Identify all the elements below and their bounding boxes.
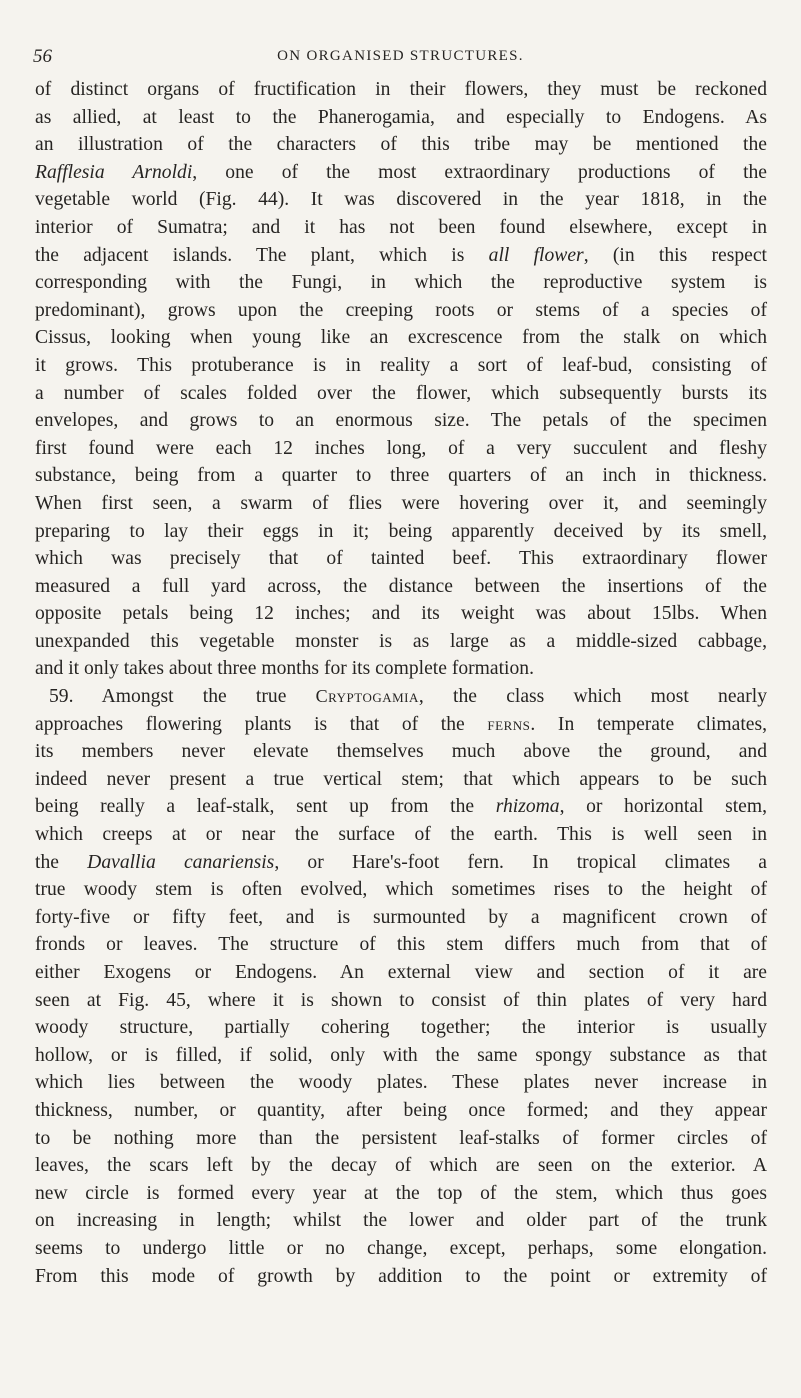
- text-line: [35, 738, 767, 766]
- text-segment: When first seen, a swarm of flies were hovering over it, and seemingly: [35, 492, 767, 514]
- text-segment: From this mode of growth by addition to the point or extremity of: [35, 1265, 767, 1287]
- small-caps-text: Cryptogamia: [315, 686, 419, 707]
- body-text: [35, 76, 767, 1290]
- text-line: [35, 987, 767, 1015]
- text-segment: which was precisely that of tainted beef. This extraordinary flower: [35, 548, 767, 570]
- page-header: [33, 46, 768, 68]
- text-line: [35, 849, 767, 877]
- text-line: [35, 462, 767, 490]
- text-segment: , one of the most extraordinary productions of the: [192, 161, 768, 183]
- text-segment: hollow, or is filled, if solid, only with the same spongy substance as that: [35, 1044, 767, 1066]
- text-segment: , (in this respect: [583, 244, 767, 266]
- text-line: [35, 214, 767, 242]
- text-segment: , or horizontal stem,: [559, 796, 767, 818]
- text-line: [35, 1180, 767, 1208]
- text-segment: approaches flowering plants is that of the: [35, 713, 488, 735]
- text-line: [35, 76, 767, 104]
- text-line: [35, 1263, 767, 1291]
- text-segment: measured a full yard across, the distance between the insertions of the: [35, 575, 767, 597]
- text-line: [35, 1235, 767, 1263]
- text-segment: vegetable world (Fig. 44). It was discovered in the year 1818, in the: [35, 189, 767, 211]
- text-segment: forty-five or fifty feet, and is surmounted by a magnificent crown of: [35, 906, 767, 928]
- text-line: [35, 711, 767, 739]
- text-line: [35, 683, 767, 711]
- text-line: [35, 1042, 767, 1070]
- text-segment: preparing to lay their eggs in it; being apparently deceived by its smell,: [35, 520, 767, 542]
- text-segment: leaves, the scars left by the decay of which are seen on the exterior. A: [35, 1155, 767, 1177]
- text-segment: to be nothing more than the persistent leaf-stalks of former circles of: [35, 1127, 767, 1149]
- text-segment: seen at Fig. 45, where it is shown to consist of thin plates of very hard: [35, 989, 767, 1011]
- text-segment: which lies between the woody plates. These plates never increase in: [35, 1072, 767, 1094]
- text-segment: the adjacent islands. The plant, which is: [35, 244, 489, 266]
- text-segment: as allied, at least to the Phanerogamia, and especially to Endogens. As: [35, 106, 767, 128]
- text-segment: its members never elevate themselves much above the ground, and: [35, 741, 767, 763]
- text-line: [35, 655, 767, 683]
- text-segment: of distinct organs of fructification in their flowers, they must be reckoned: [35, 79, 767, 100]
- text-line: [35, 490, 767, 518]
- text-segment: on increasing in length; whilst the lower and older part of the trunk: [35, 1210, 767, 1232]
- text-line: [35, 242, 767, 270]
- running-head: ON ORGANISED STRUCTURES.: [277, 48, 524, 64]
- text-line: [35, 1014, 767, 1042]
- text-segment: which creeps at or near the surface of the earth. This is well seen in: [35, 824, 767, 846]
- text-segment: and it only takes about three months for its complete formation.: [35, 658, 534, 680]
- text-line: [35, 1097, 767, 1125]
- text-line: [35, 131, 767, 159]
- italic-text: Rafflesia Arnoldi: [35, 161, 193, 183]
- text-segment: true woody stem is often evolved, which sometimes rises to the height of: [35, 879, 767, 901]
- text-segment: corresponding with the Fungi, in which the reproductive system is: [35, 272, 767, 294]
- text-line: [35, 821, 767, 849]
- text-line: [35, 545, 767, 573]
- text-line: [35, 573, 767, 601]
- text-segment: . In temperate climates,: [530, 713, 767, 735]
- text-line: [35, 352, 767, 380]
- text-line: [35, 407, 767, 435]
- text-segment: 59. Amongst the true: [49, 686, 316, 708]
- italic-text: rhizoma: [495, 796, 560, 818]
- text-line: [35, 1069, 767, 1097]
- text-line: [35, 324, 767, 352]
- text-segment: Cissus, looking when young like an excrescence from the stalk on which: [35, 327, 767, 349]
- small-caps-text: ferns: [487, 713, 531, 734]
- text-segment: fronds or leaves. The structure of this stem differs much from that of: [35, 934, 767, 956]
- text-segment: either Exogens or Endogens. An external view and section of it are: [35, 962, 767, 983]
- text-line: [35, 766, 767, 794]
- italic-text: all flower: [488, 244, 584, 266]
- text-segment: seems to undergo little or no change, except, perhaps, some elongation.: [35, 1237, 767, 1259]
- text-line: [35, 959, 767, 987]
- text-line: [35, 380, 767, 408]
- text-segment: an illustration of the characters of this tribe may be mentioned the: [35, 134, 767, 156]
- text-segment: thickness, number, or quantity, after being once formed; and they appear: [35, 1099, 767, 1121]
- text-line: [35, 628, 767, 656]
- text-line: [35, 876, 767, 904]
- text-line: [35, 297, 767, 325]
- text-segment: a number of scales folded over the flower, which subsequently bursts its: [35, 382, 767, 404]
- text-segment: interior of Sumatra; and it has not been found elsewhere, except in: [35, 216, 767, 238]
- text-segment: it grows. This protuberance is in reality a sort of leaf-bud, consisting of: [35, 354, 767, 376]
- text-segment: woody structure, partially cohering together; the interior is usually: [35, 1017, 767, 1039]
- text-line: [35, 159, 767, 187]
- text-line: [35, 1207, 767, 1235]
- text-line: [35, 435, 767, 463]
- text-segment: indeed never present a true vertical stem; that which appears to be such: [35, 768, 767, 790]
- text-line: [35, 104, 767, 132]
- text-line: [35, 793, 767, 821]
- text-segment: predominant), grows upon the creeping roots or stems of a species of: [35, 299, 767, 321]
- italic-text: Davallia canariensis: [87, 851, 275, 873]
- text-line: [35, 600, 767, 628]
- text-line: [35, 1125, 767, 1153]
- text-segment: , or Hare's-foot fern. In tropical climates a: [274, 851, 767, 873]
- text-segment: envelopes, and grows to an enormous size. The petals of the specimen: [35, 410, 767, 432]
- text-line: [35, 186, 767, 214]
- text-segment: unexpanded this vegetable monster is as large as a middle-sized cabbage,: [35, 630, 767, 652]
- text-segment: opposite petals being 12 inches; and its weight was about 15lbs. When: [35, 603, 767, 625]
- text-segment: being really a leaf-stalk, sent up from the: [35, 796, 496, 818]
- page-number: 56: [33, 46, 52, 67]
- text-segment: first found were each 12 inches long, of a very succulent and fleshy: [35, 437, 767, 459]
- text-segment: new circle is formed every year at the top of the stem, which thus goes: [35, 1182, 767, 1204]
- text-line: [35, 518, 767, 546]
- text-segment: , the class which most nearly: [418, 686, 767, 708]
- text-line: [35, 1152, 767, 1180]
- text-segment: substance, being from a quarter to three quarters of an inch in thickness.: [35, 465, 767, 487]
- text-segment: the: [35, 851, 88, 873]
- text-line: [35, 904, 767, 932]
- text-line: [35, 931, 767, 959]
- text-line: [35, 269, 767, 297]
